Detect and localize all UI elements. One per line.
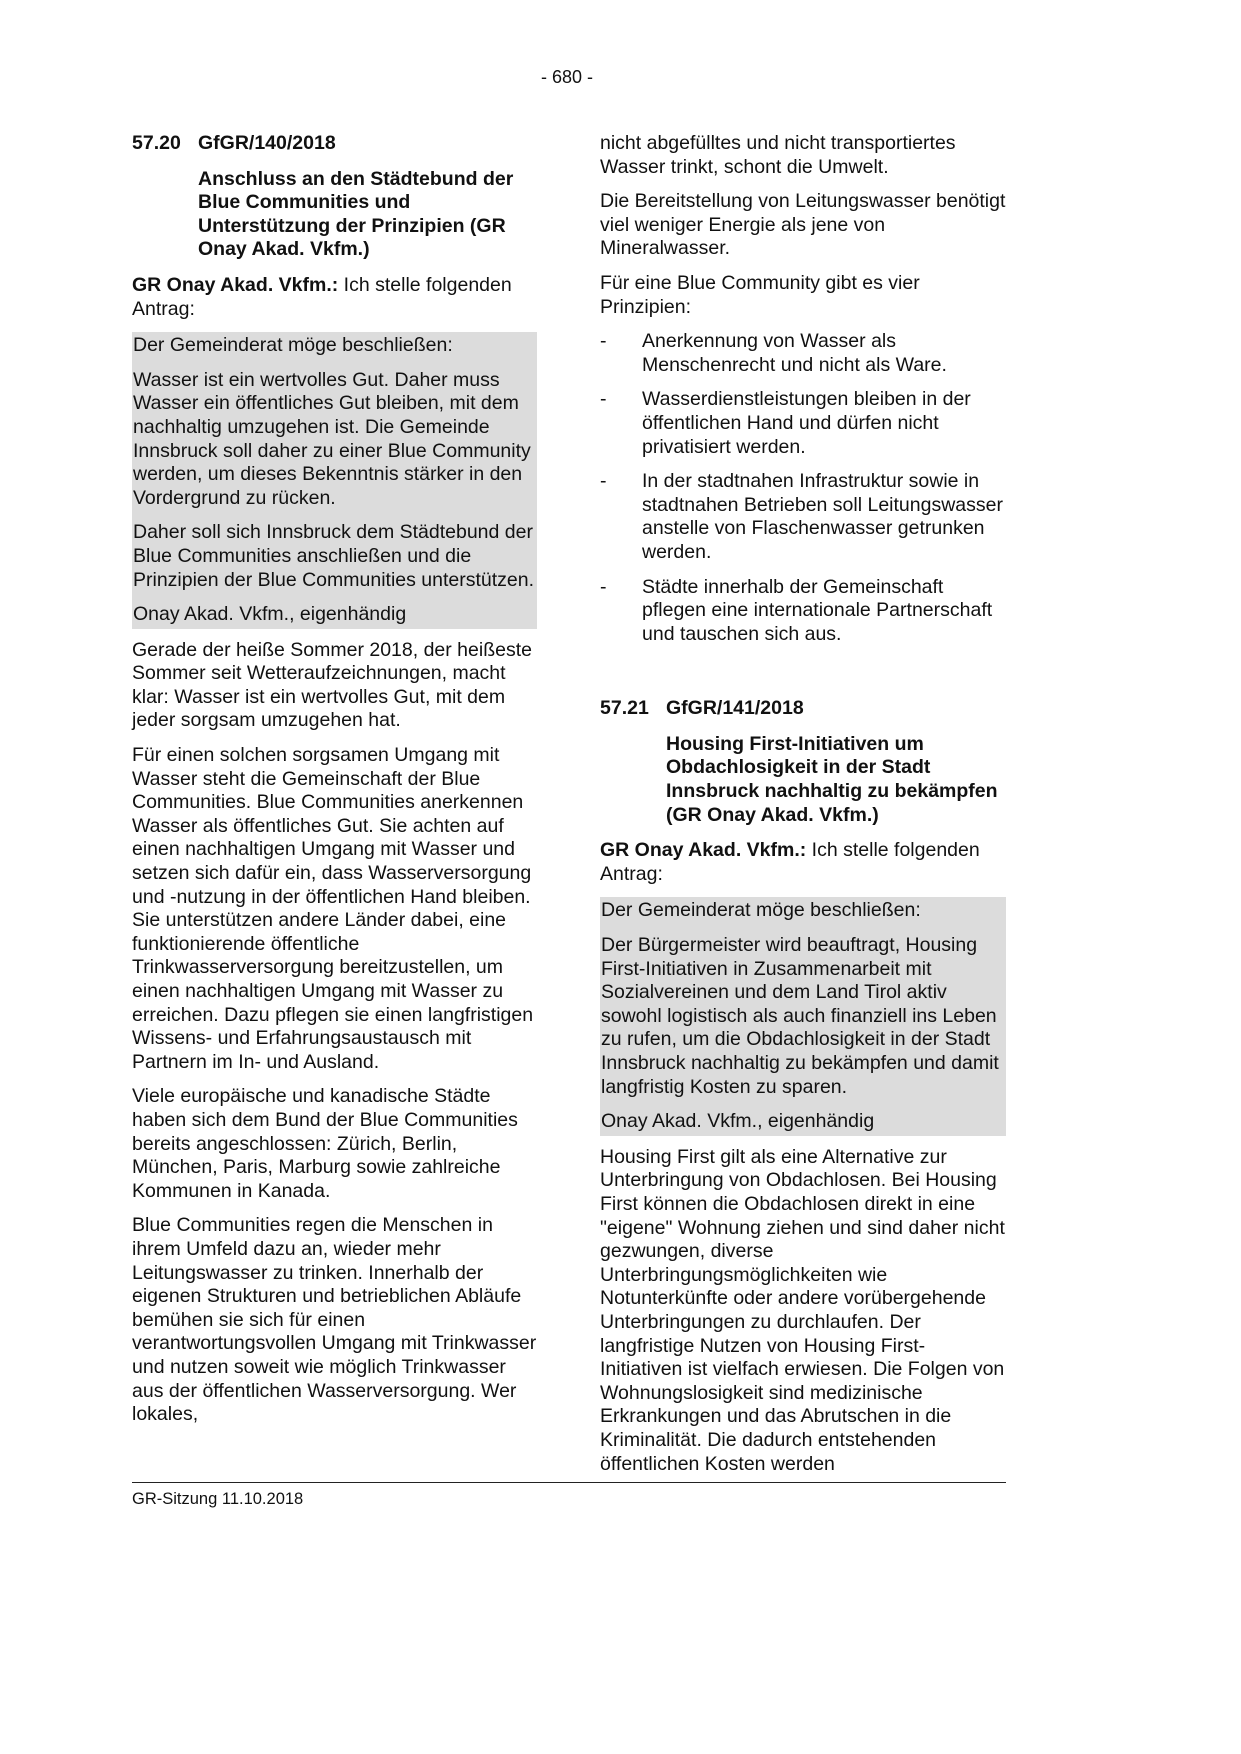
motion-signature: Onay Akad. Vkfm., eigenhändig [133,603,407,626]
body-paragraph: Für einen solchen sorgsamen Umgang mit Wasser steht die Gemeinschaft der Blue Communities. Blue Communities anerkennen Wasser als öffentliches Gut. Sie achten auf einen nachhaltigen Umgang mit Wasser und setzen sich dafür ein, dass Wasserversorgung und -nutzung in der öffentlichen Hand bleiben. Sie unterstützen andere Länder dabei, eine funktionierende öffentliche Trinkwasserversorgung bereitzustellen, um einen nachhaltigen Umgang mit Wasser zu erreichen. Dazu pflegen sie einen langfristigen Wissens- und Erfahrungsaustausch mit Partnern im In- und Ausland. [132,744,534,1073]
body-paragraph: Für eine Blue Community gibt es vier Prinzipien: [600,271,920,318]
section-spacer [600,657,1006,697]
list-item [600,330,1006,377]
right-column [600,132,1006,1487]
motion-signature: Onay Akad. Vkfm., eigenhändig [601,1110,875,1133]
body-paragraph: Viele europäische und kanadische Städte haben sich dem Bund der Blue Communities bereits angeschlossen: Zürich, Berlin, München, Paris, Marburg sowie zahlreiche Kommunen in Kanada. [132,1085,518,1202]
motion-paragraph: Der Gemeinderat möge beschließen: [601,899,921,922]
list-marker: - [600,388,607,411]
motion-paragraph: Wasser ist ein wertvolles Gut. Daher muss Wasser ein öffentliches Gut bleiben, mit dem nachhaltig umzugehen ist. Die Gemeinde Innsbruck soll daher zu einer Blue Community werden, um dieses Bekenntnis stärker in den Vordergrund zu rücken. [133,368,531,509]
section-number: 57.20 [132,132,181,154]
speaker-line [132,274,537,321]
motion-paragraph: Der Gemeinderat möge beschließen: [133,334,453,357]
list-item [600,576,1006,647]
list-item-text: In der stadtnahen Infrastruktur sowie in stadtnahen Betrieben soll Leitungswasser anstelle von Flaschenwasser getrunken werden. [642,470,1003,563]
section-title: Anschluss an den Städtebund der Blue Communities und Unterstützung der Prinzipien (GR Onay Akad. Vkfm.) [198,167,514,261]
body-paragraph: Gerade der heiße Sommer 2018, der heißeste Sommer seit Wetteraufzeichnungen, macht klar: Wasser ist ein wertvolles Gut, mit dem jeder sorgsam umzugehen hat. [132,638,532,732]
footer-text: GR-Sitzung 11.10.2018 [132,1490,304,1508]
body-paragraph: Housing First gilt als eine Alternative zur Unterbringung von Obdachlosen. Bei Housing First können die Obdachlosen direkt in eine "eigene" Wohnung ziehen und sind daher nicht gezwungen, diverse Unterbringungsmöglichkeiten wie Notunterkünfte oder andere vorübergehende Unterbringungen zu durchlaufen. Der langfristige Nutzen von Housing First-Initiativen ist vielfach erwiesen. Die Folgen von Wohnungslosigkeit sind medizinische Erkrankungen und das Abrutschen in die Kriminalität. Die dadurch entstehenden öffentlichen Kosten werden [600,1145,1005,1475]
motion-box [132,332,537,629]
footer-divider [132,1482,1006,1483]
speaker-name: GR Onay Akad. Vkfm.: [600,839,807,862]
body-paragraph: Blue Communities regen die Menschen in ihrem Umfeld dazu an, wieder mehr Leitungswasser zu trinken. Innerhalb der eigenen Strukturen und betrieblichen Abläufe bemühen sie sich für einen verantwortungsvollen Umgang mit Trinkwasser und nutzen soweit wie möglich Trinkwasser aus der öffentlichen Wasserversorgung. Wer lokales, [132,1214,537,1426]
list-item [600,388,1006,459]
list-marker: - [600,330,607,353]
section-number: 57.21 [600,697,649,720]
speaker-text: Ich stelle folgenden Antrag: [600,839,980,885]
section-code: GfGR/141/2018 [666,697,804,720]
motion-box [600,897,1006,1135]
section-code: GfGR/140/2018 [198,132,336,154]
left-column [132,132,537,1438]
section-title: Housing First-Initiativen um Obdachlosigkeit in der Stadt Innsbruck nachhaltig zu bekämpfen (GR Onay Akad. Vkfm.) [666,732,998,826]
section-heading [132,132,537,156]
motion-paragraph: Der Bürgermeister wird beauftragt, Housing First-Initiativen in Zusammenarbeit mit Sozialvereinen und dem Land Tirol aktiv sowohl logistisch als auch finanziell ins Leben zu rufen, um die Obdachlosigkeit in der Stadt Innsbruck nachhaltig zu bekämpfen und damit langfristig Kosten zu sparen. [601,934,999,1098]
section-heading [600,697,1006,721]
page-number: - 680 - [540,67,594,87]
list-item-text: Städte innerhalb der Gemeinschaft pflegen eine internationale Partnerschaft und tauschen sich aus. [642,575,993,645]
principles-list [600,330,1006,646]
list-marker: - [600,470,607,493]
list-item-text: Wasserdienstleistungen bleiben in der öffentlichen Hand und dürfen nicht privatisiert werden. [642,388,971,458]
speaker-name: GR Onay Akad. Vkfm.: [132,273,339,296]
body-paragraph: nicht abgefülltes und nicht transportiertes Wasser trinkt, schont die Umwelt. [600,132,956,178]
body-paragraph: Die Bereitstellung von Leitungswasser benötigt viel weniger Energie als jene von Mineralwasser. [600,190,1006,260]
list-item [600,470,1006,564]
motion-paragraph: Daher soll sich Innsbruck dem Städtebund der Blue Communities anschließen und die Prinzipien der Blue Communities unterstützen. [133,521,535,591]
list-marker: - [600,575,607,598]
speaker-line [600,839,1006,886]
speaker-text: Ich stelle folgenden Antrag: [132,273,512,320]
list-item-text: Anerkennung von Wasser als Menschenrecht und nicht als Ware. [642,330,947,376]
